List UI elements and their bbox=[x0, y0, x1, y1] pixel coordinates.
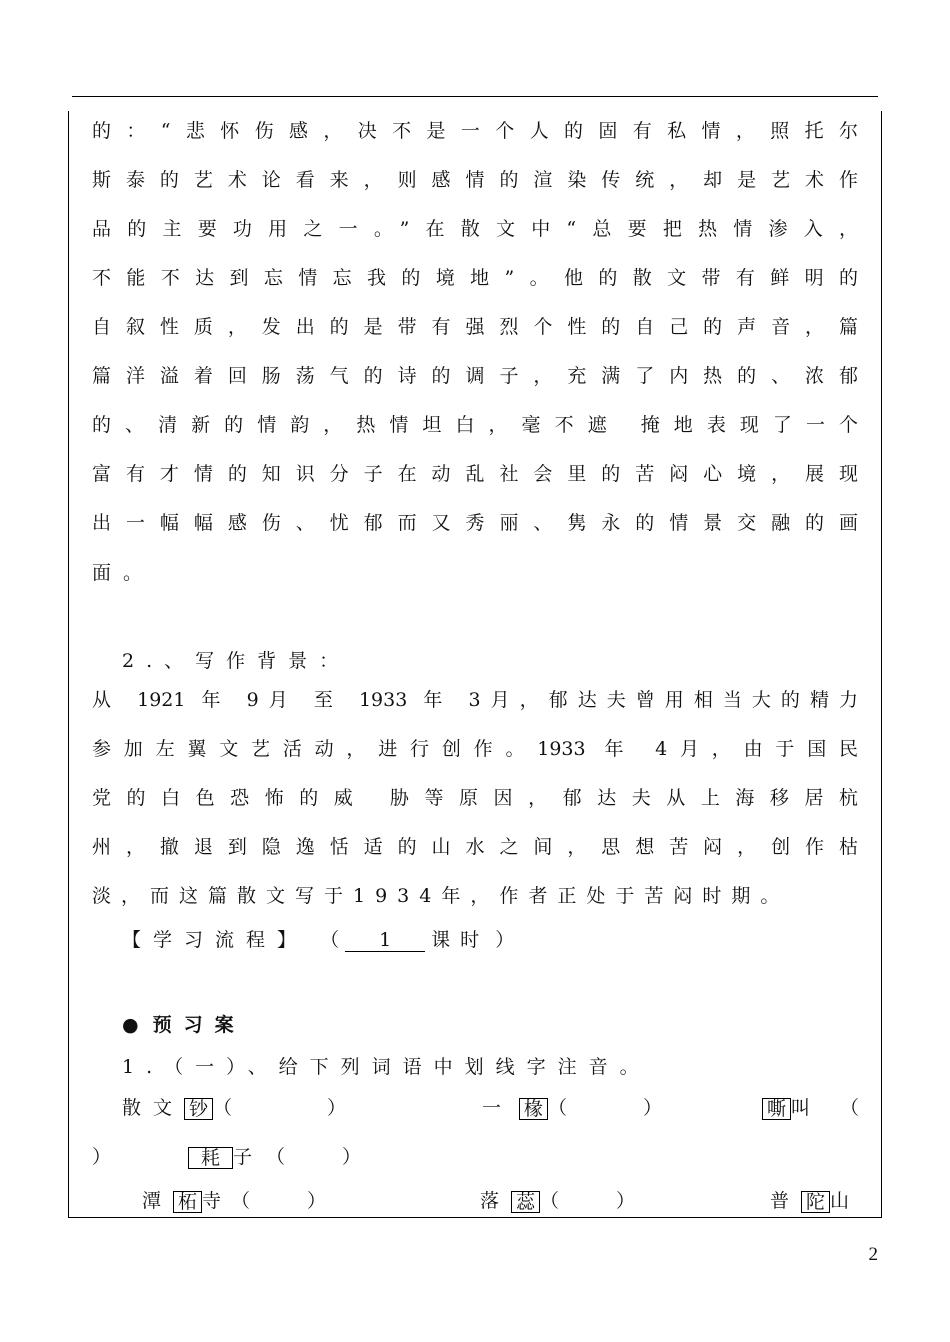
word-text: 山 bbox=[830, 1190, 850, 1212]
word-text: 叫 bbox=[791, 1097, 811, 1119]
paragraph-line: 的：“悲怀伤感，决不是一个人的固有私情，照托尔 bbox=[92, 120, 858, 142]
pinyin-blank[interactable]: （ ） bbox=[540, 1190, 636, 1212]
pinyin-item bbox=[142, 1186, 326, 1216]
background-line: 党的白色恐怖的威 胁等原因，郁达夫从上海移居杭 bbox=[92, 787, 858, 809]
study-flow-unit: 课时 bbox=[431, 929, 490, 951]
study-flow-close: ） bbox=[495, 929, 515, 951]
background-line: 从 1921 年 9月 至 1933 年 3月，郁达夫曾用相当大的精力 bbox=[92, 689, 858, 711]
section-heading-background: 2.、写作背景： bbox=[122, 650, 351, 672]
study-flow-open: （ bbox=[320, 929, 340, 951]
paragraph-line: 品的主要功用之一。”在散文中“总要把热情渗入， bbox=[92, 218, 858, 240]
paragraph-line: 自叙性质，发出的是带有强烈个性的自己的声音，篇 bbox=[92, 316, 858, 338]
word-text: 子 bbox=[233, 1146, 253, 1168]
word-text: 散文 bbox=[122, 1097, 185, 1119]
paragraph-line: 不能不达到忘情忘我的境地”。他的散文带有鲜明的 bbox=[92, 267, 858, 289]
pinyin-item bbox=[188, 1142, 361, 1172]
pinyin-blank[interactable]: （ ） bbox=[266, 1146, 362, 1168]
pinyin-item bbox=[482, 1093, 662, 1123]
paragraph-line: 斯泰的艺术论看来，则感情的渲染传统，却是艺术作 bbox=[92, 169, 858, 191]
paragraph-line: 的、清新的情韵，热情坦白，毫不遮 掩地表现了一个 bbox=[92, 414, 858, 436]
underlined-char: 钞 bbox=[184, 1098, 213, 1120]
background-line: 州，撤退到隐逸恬适的山水之间，思想苦闷，创作枯 bbox=[92, 836, 858, 858]
background-line: 淡，而这篇散文写于1934年，作者正处于苦闷时期。 bbox=[92, 885, 790, 907]
page-number: 2 bbox=[868, 1244, 878, 1265]
underlined-char: 嘶 bbox=[762, 1098, 791, 1120]
word-text: 落 bbox=[480, 1190, 500, 1212]
word-text: 普 bbox=[770, 1190, 790, 1212]
pinyin-item bbox=[762, 1093, 859, 1123]
word-text: 一 bbox=[482, 1097, 502, 1119]
lesson-count-field[interactable]: 1 bbox=[345, 929, 425, 952]
study-flow bbox=[122, 925, 514, 955]
underlined-char: 耗 bbox=[188, 1147, 233, 1169]
word-text: 潭 bbox=[142, 1190, 162, 1212]
pinyin-item bbox=[122, 1093, 346, 1123]
paragraph-line: 出一幅幅感伤、忧郁而又秀丽、隽永的情景交融的画 bbox=[92, 512, 858, 534]
paragraph-line: 富有才情的知识分子在动乱社会里的苦闷心境，展现 bbox=[92, 463, 858, 485]
underlined-char: 陀 bbox=[801, 1191, 830, 1213]
preview-task: 1.（一）、给下列词语中划线字注音。 bbox=[122, 1056, 651, 1078]
pinyin-item bbox=[770, 1186, 849, 1216]
pinyin-item bbox=[480, 1186, 635, 1216]
underlined-char: 柘 bbox=[173, 1191, 202, 1213]
preview-title-text: 预习案 bbox=[152, 1014, 246, 1036]
header-rule bbox=[72, 96, 878, 97]
pinyin-blank[interactable]: （ ） bbox=[548, 1097, 663, 1119]
background-line: 参加左翼文艺活动，进行创作。1933 年 4月，由于国民 bbox=[92, 738, 858, 760]
preview-title bbox=[122, 1010, 246, 1040]
study-flow-label: 【学习流程】 bbox=[122, 929, 309, 951]
paragraph-line: 篇洋溢着回肠荡气的诗的调子，充满了内热的、浓郁 bbox=[92, 365, 858, 387]
pinyin-blank-close: ） bbox=[92, 1146, 112, 1168]
word-text: 寺 bbox=[202, 1190, 222, 1212]
paragraph-line: 面。 bbox=[92, 562, 155, 584]
underlined-char: 蕊 bbox=[511, 1191, 540, 1213]
pinyin-blank[interactable]: （ ） bbox=[213, 1097, 347, 1119]
pinyin-blank-open[interactable]: （ bbox=[840, 1097, 860, 1119]
bullet-icon: ● bbox=[122, 1014, 139, 1036]
pinyin-blank[interactable]: （ ） bbox=[231, 1190, 327, 1212]
underlined-char: 椽 bbox=[519, 1098, 548, 1120]
